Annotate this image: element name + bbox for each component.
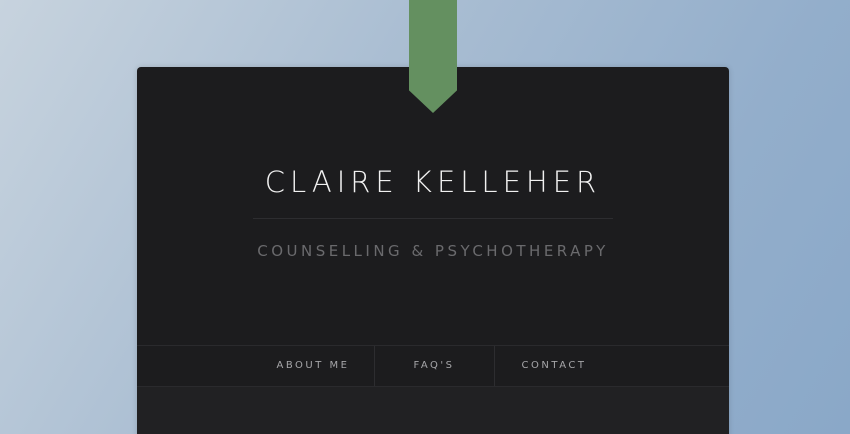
site-title[interactable]: CLAIRE KELLEHER: [264, 165, 602, 199]
nav-item-contact[interactable]: CONTACT: [521, 360, 587, 371]
nav-item-faqs[interactable]: FAQ'S: [413, 360, 455, 371]
site-tagline: COUNSELLING & PSYCHOTHERAPY: [257, 242, 609, 260]
nav-item-about-me[interactable]: ABOUT ME: [276, 360, 350, 371]
title-divider: [253, 218, 613, 219]
main-nav: [137, 345, 729, 387]
content-area: [137, 387, 729, 434]
bookmark-ribbon: [409, 0, 457, 113]
site-header-card: [137, 67, 729, 434]
